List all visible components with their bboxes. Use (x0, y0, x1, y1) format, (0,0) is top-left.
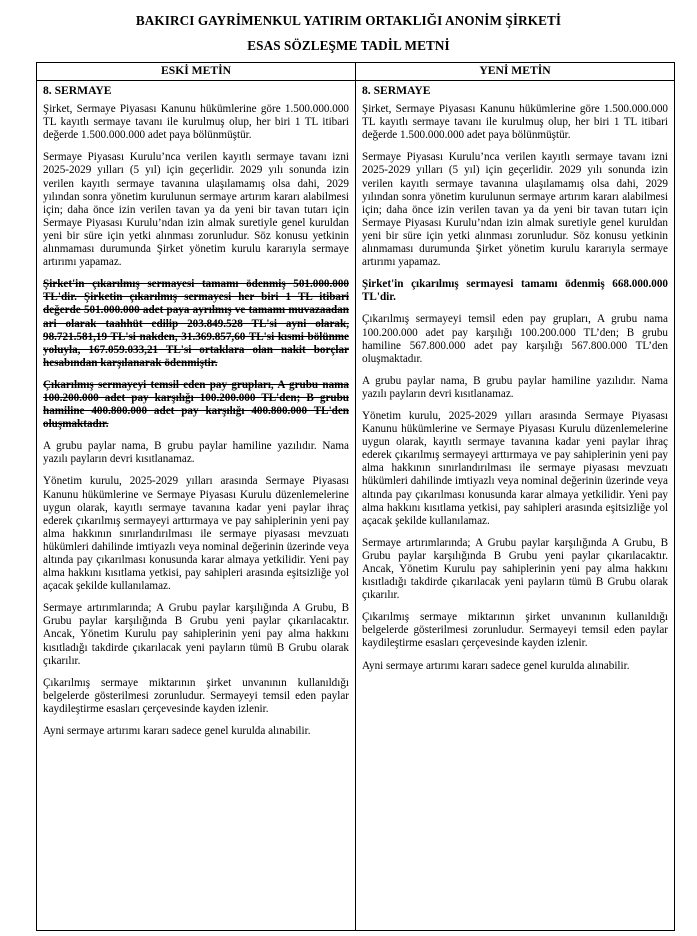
old-section-heading: 8. SERMAYE (43, 84, 112, 97)
new-paragraph: Çıkarılmış sermaye miktarının şirket unvanının kullanıldığı belgelerde gösterilmesi zorunludur. Sermayeyi temsil eden paylar kaydileştirme esasları çerçevesinde kayden izlenir. (362, 611, 668, 650)
old-paragraph: Yönetim kurulu, 2025-2029 yılları arasında Sermaye Piyasası Kanunu hükümlerine ve Sermaye Piyasası Kurulu düzenlemelerine uygun olarak, kayıtlı sermaye tavanına kadar yeni paylar ihraç ederek çıkarılmış sermayeyi arttırmaya ve pay sahiplerinin yeni pay alma hakkının sınırlandırılması ile sermaye piyasası mevzuatı hükümleri dahilinde imtiyazlı veya nominal değerinin üzerinde veya altında pay çıkarılması konusunda karar almaya yetkilidir. Yeni pay alma hakkını kısıtlama yetkisi, pay sahipleri arasında eşitsizliğe yol açacak şekilde kullanılamaz. (43, 475, 349, 593)
old-paragraph: Sermaye artırımlarında; A Grubu paylar karşılığında A Grubu, B Grubu paylar karşılığında B Grubu yeni paylar çıkarılacaktır. Ancak, Yönetim Kurulu pay sahiplerinin yeni pay alma hakkını kısıtladığı takdirde çıkarılacak yeni payların tümü B Grubu olarak çıkarılır. (43, 602, 349, 667)
new-paragraph: Şirket, Sermaye Piyasası Kanunu hükümlerine göre 1.500.000.000 TL kayıtlı sermaye tavanı ile kurulmuş olup, her biri 1 TL itibari değerde 1.500.000.000 adet paya bölünmüştür. (362, 103, 668, 142)
column-header-new: YENİ METİN (356, 63, 675, 81)
comparison-table (36, 62, 675, 931)
new-paragraph: Sermaye Piyasası Kurulu’nca verilen kayıtlı sermaye tavanı izni 2025-2029 yılları (5 yıl) için geçerlidir. 2029 yılı sonunda izin verilen kayıtlı sermaye tavanına ulaşılamamış olsa dahi, 2029 yılından sonra yönetim kurulunun sermaye artırım kararı alabilmesi için; daha önce izin verilen tavan ya da yeni bir tavan tutarı için Sermaye Piyasası Kurulu’ndan izin almak suretiyle genel kuruldan yeni bir süre için yetki alınması zorunludur. Söz konusu yetkinin alınmaması durumunda Şirket yönetim kurulu kararıyla sermaye artırımı yapamaz. (362, 151, 668, 269)
new-changed-paragraph: Şirket'in çıkarılmış sermayesi tamamı ödenmiş 668.000.000 TL'dir. (362, 278, 668, 304)
table-header-row (37, 63, 675, 81)
new-section-heading: 8. SERMAYE (362, 84, 431, 97)
table-body-row (37, 81, 675, 931)
old-deleted-paragraph: Şirket'in çıkarılmış sermayesi tamamı ödenmiş 501.000.000 TL'dir. Şirketin çıkarılmış sermayesi her biri 1 TL itibari değerde 501.000.000 adet paya ayrılmış ve tamamı muvazaadan ari olarak taahhüt edilip 203.849.528 TL'si ayni olarak, 98.721.581,19 TL'si nakden, 31.369.857,60 TL'si kısmi bölünme yoluyla, 167.059.033,21 TL'si ortaklara olan nakit borçlar hesabından karşılanarak ödenmiştir. (43, 278, 349, 369)
new-paragraph: Ayni sermaye artırımı kararı sadece genel kurulda alınabilir. (362, 659, 630, 672)
old-deleted-paragraph: Çıkarılmış sermayeyi temsil eden pay grupları, A grubu nama 100.200.000 adet pay karşılığı 100.200.000 TL'den; B grubu hamiline 400.800.000 adet pay karşılığı 400.800.000 TL'den oluşmaktadır. (43, 378, 349, 431)
column-header-old: ESKİ METİN (37, 63, 356, 81)
old-paragraph: Şirket, Sermaye Piyasası Kanunu hükümlerine göre 1.500.000.000 TL kayıtlı sermaye tavanı ile kurulmuş olup, her biri 1 TL itibari değerde 1.500.000.000 adet paya bölünmüştür. (43, 103, 349, 142)
new-paragraph: Sermaye artırımlarında; A Grubu paylar karşılığında A Grubu, B Grubu paylar karşılığında B Grubu yeni paylar çıkarılacaktır. Ancak, Yönetim Kurulu pay sahiplerinin yeni pay alma hakkını kısıtladığı takdirde çıkarılacak yeni payların tümü B Grubu olarak çıkarılır. (362, 536, 668, 602)
document-title: ESAS SÖZLEŞME TADİL METNİ (247, 38, 450, 53)
old-paragraph: Sermaye Piyasası Kurulu’nca verilen kayıtlı sermaye tavanı izni 2025-2029 yılları (5 yıl) için geçerlidir. 2029 yılı sonunda izin verilen kayıtlı sermaye tavanına ulaşılamamış olsa dahi, 2029 yılından sonra yönetim kurulunun sermaye artırım kararı alabilmesi için; daha önce izin verilen tavan ya da yeni bir tavan tutarı için Sermaye Piyasası Kurulu’ndan izin almak suretiyle genel kuruldan yeni bir süre için yetki alınması zorunludur. Söz konusu yetkinin alınmaması durumunda Şirket yönetim kurulu kararıyla sermaye artırımı yapamaz. (43, 151, 349, 269)
new-paragraph: Yönetim kurulu, 2025-2029 yılları arasında Sermaye Piyasası Kanunu hükümlerine ve Sermaye Piyasası Kurulu düzenlemelerine uygun olarak, kayıtlı sermaye tavanına kadar yeni paylar ihraç ederek çıkarılmış sermayeyi arttırmaya ve pay sahiplerinin yeni pay alma hakkının sınırlandırılması ile sermaye piyasası mevzuatı hükümleri dahilinde imtiyazlı veya nominal değerinin üzerinde veya altında pay çıkarılması konusunda karar almaya yetkilidir. Yeni pay alma hakkını kısıtlama yetkisi, pay sahipleri arasında eşitsizliğe yol açacak şekilde kullanılamaz. (362, 409, 668, 527)
new-paragraph: Çıkarılmış sermayeyi temsil eden pay grupları, A grubu nama 100.200.000 adet pay karşılığı 100.200.000 TL’den; B grubu hamiline 567.800.000 adet pay karşılığı 567.800.000 TL’den oluşmaktadır. (362, 313, 668, 365)
company-title: BAKIRCI GAYRİMENKUL YATIRIM ORTAKLIĞI ANONİM ŞİRKETİ (135, 13, 562, 28)
old-text-cell (37, 81, 356, 931)
old-paragraph: A grubu paylar nama, B grubu paylar hamiline yazılıdır. Nama yazılı payların devri kısıtlanamaz. (43, 440, 349, 466)
new-text-cell (356, 81, 675, 931)
old-paragraph: Ayni sermaye artırımı kararı sadece genel kurulda alınabilir. (43, 725, 311, 738)
new-paragraph: A grubu paylar nama, B grubu paylar hamiline yazılıdır. Nama yazılı payların devri kısıtlanamaz. (362, 374, 668, 400)
old-paragraph: Çıkarılmış sermaye miktarının şirket unvanının kullanıldığı belgelerde gösterilmesi zorunludur. Sermayeyi temsil eden paylar kaydileştirme esasları çerçevesinde kayden izlenir. (43, 676, 349, 715)
